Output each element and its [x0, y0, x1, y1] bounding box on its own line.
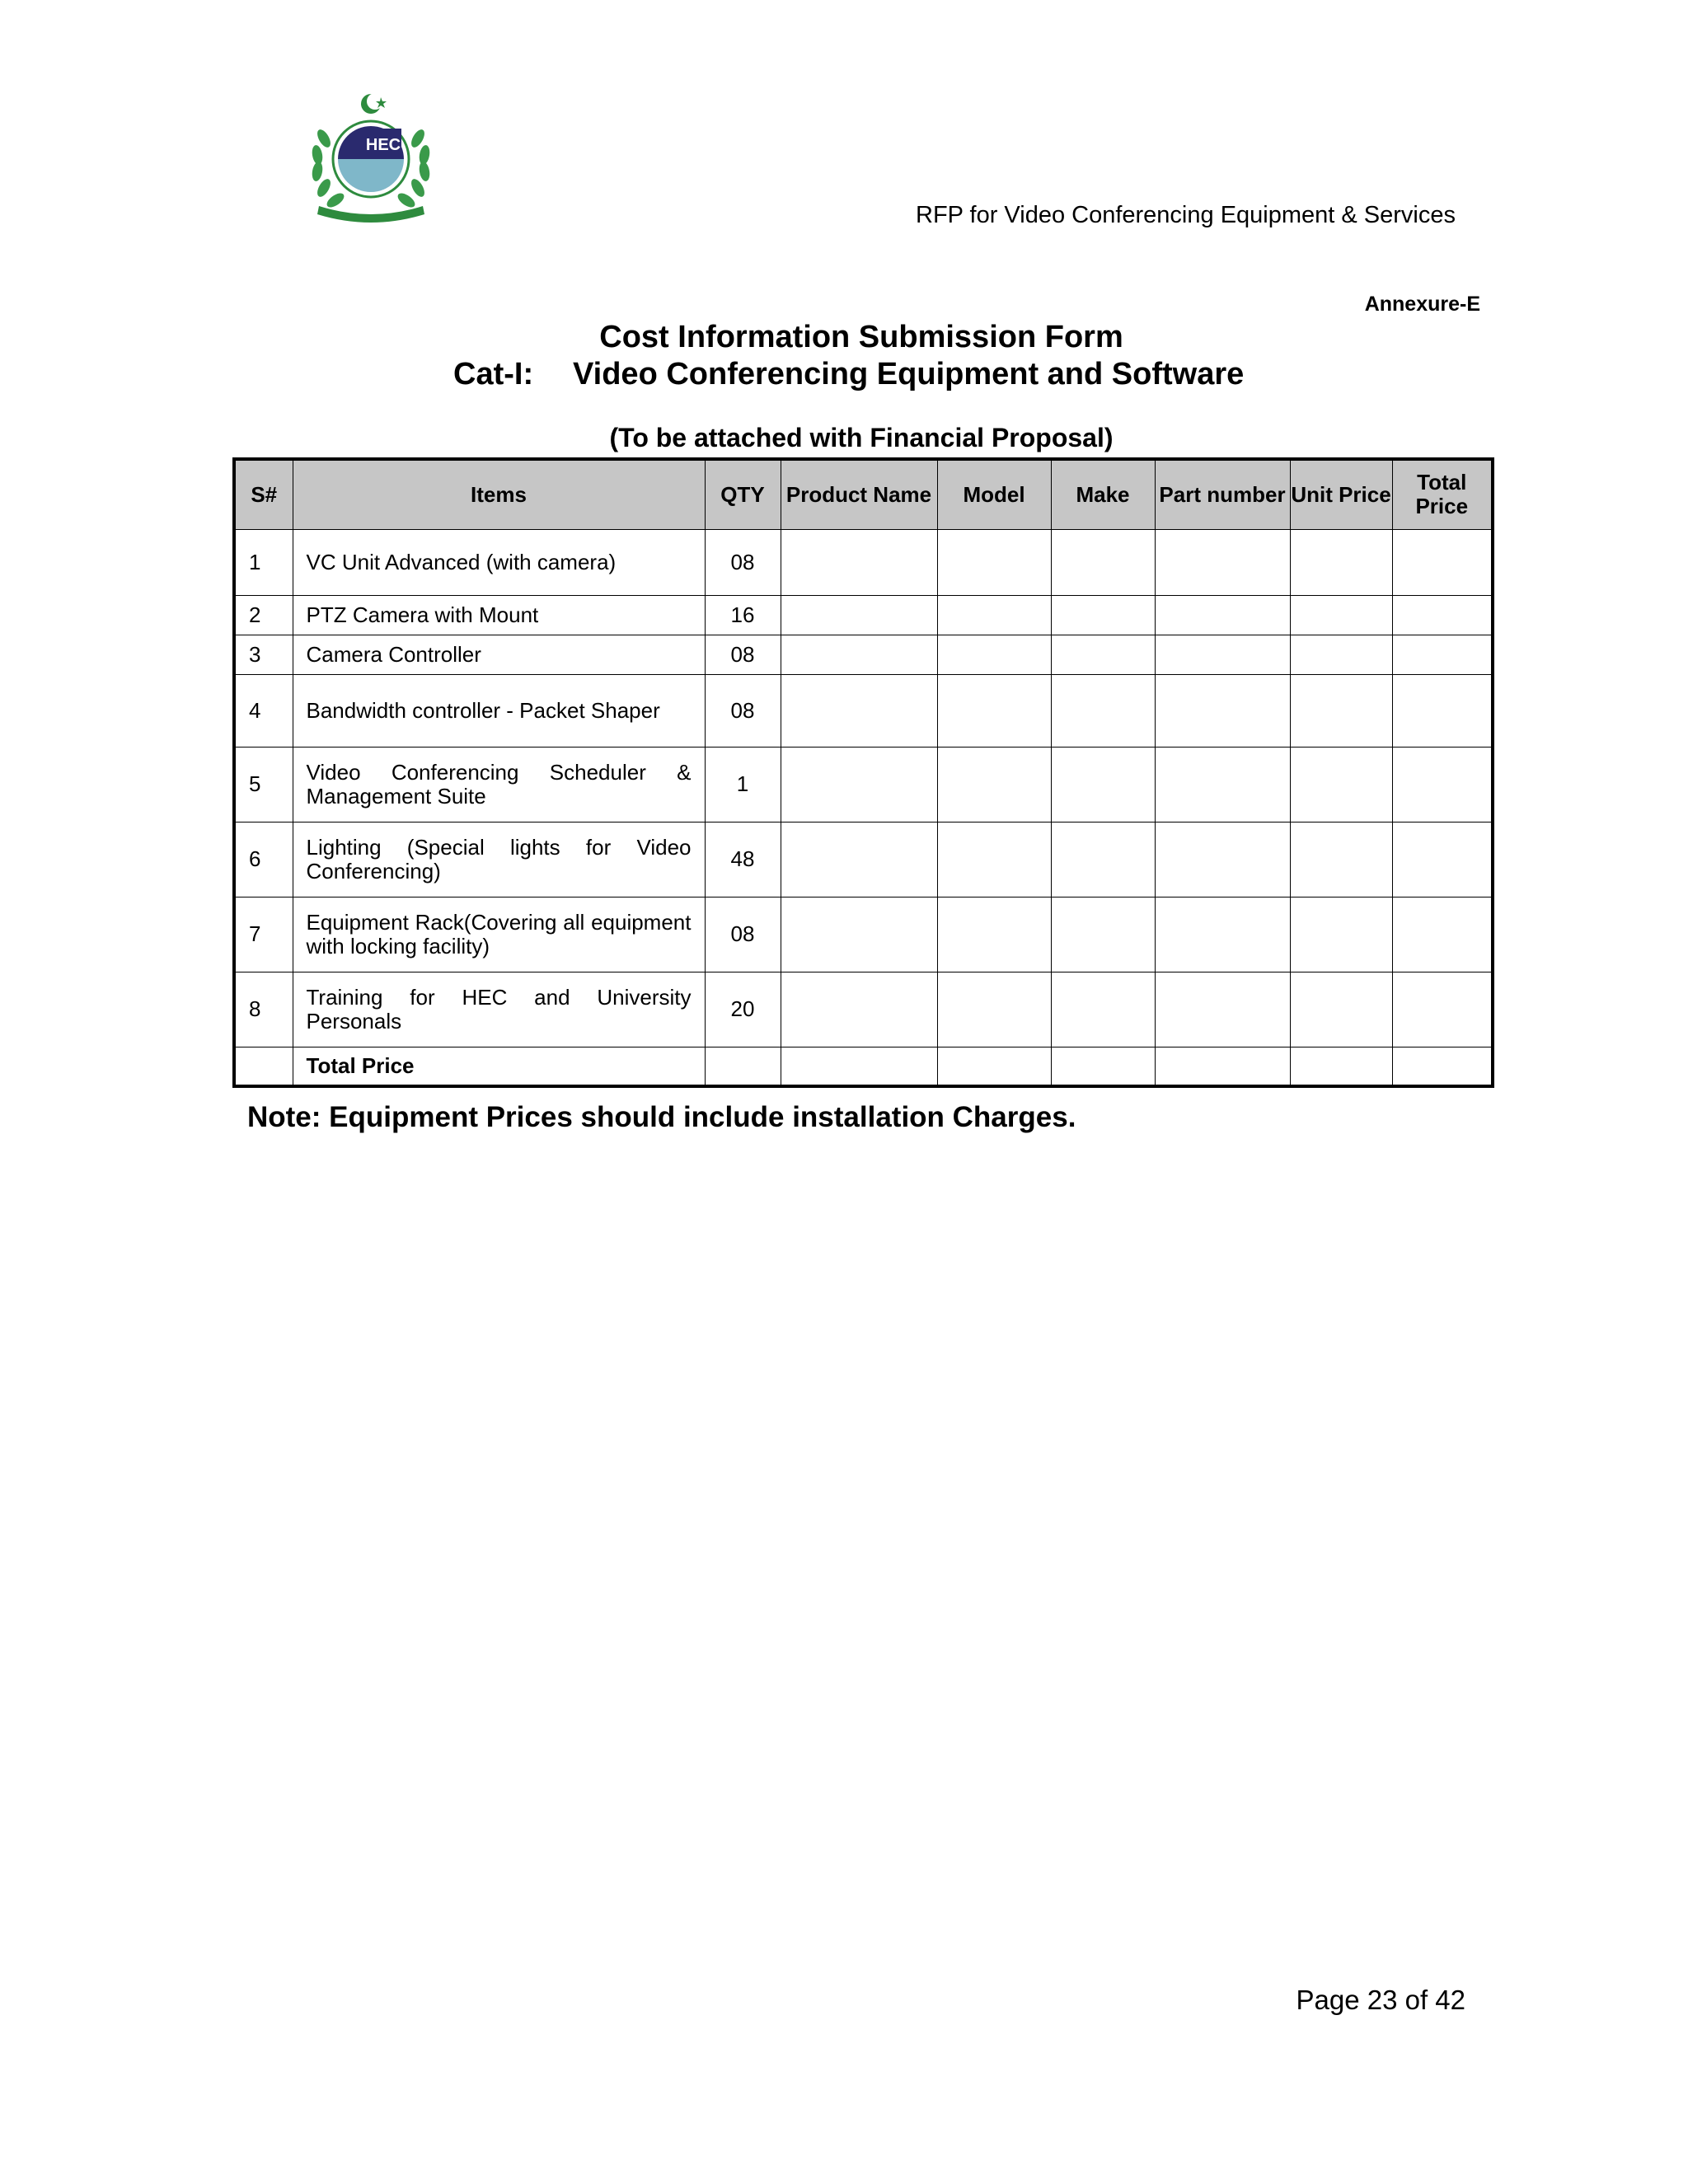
table-header-row [234, 459, 1493, 529]
total-price-cell[interactable] [1392, 822, 1493, 897]
total-model-cell[interactable] [937, 1047, 1051, 1086]
logo-text: HEC [365, 136, 401, 154]
unit-price-cell[interactable] [1290, 595, 1392, 635]
header-model: Model [937, 459, 1051, 529]
cost-table [232, 457, 1494, 1088]
product-name-cell[interactable] [781, 822, 937, 897]
model-cell[interactable] [937, 972, 1051, 1047]
model-cell[interactable] [937, 529, 1051, 595]
form-subtitle: (To be attached with Financial Proposal) [609, 423, 1114, 452]
model-cell[interactable] [937, 822, 1051, 897]
table-row [234, 529, 1493, 595]
row-item: Equipment Rack(Covering all equipment with locking facility) [293, 897, 705, 972]
row-qty: 08 [705, 897, 781, 972]
row-qty: 1 [705, 747, 781, 822]
total-qty-cell[interactable] [705, 1047, 781, 1086]
total-price-cell[interactable] [1392, 674, 1493, 747]
make-cell[interactable] [1051, 595, 1155, 635]
row-sn: 6 [234, 822, 293, 897]
total-product-name-cell[interactable] [781, 1047, 937, 1086]
total-price-cell[interactable] [1392, 595, 1493, 635]
part-number-cell[interactable] [1155, 897, 1290, 972]
make-cell[interactable] [1051, 529, 1155, 595]
unit-price-cell[interactable] [1290, 529, 1392, 595]
total-price-cell[interactable] [1392, 972, 1493, 1047]
total-price-cell[interactable] [1392, 635, 1493, 674]
total-price-row [234, 1047, 1493, 1086]
product-name-cell[interactable] [781, 747, 937, 822]
make-cell[interactable] [1051, 635, 1155, 674]
header-make: Make [1051, 459, 1155, 529]
form-title: Cost Information Submission Form [599, 320, 1123, 354]
document-header-title: RFP for Video Conferencing Equipment & Services [916, 202, 1456, 228]
header-qty: QTY [705, 459, 781, 529]
row-item: Camera Controller [293, 635, 705, 674]
make-cell[interactable] [1051, 747, 1155, 822]
total-make-cell[interactable] [1051, 1047, 1155, 1086]
product-name-cell[interactable] [781, 674, 937, 747]
row-item: Training for HEC and University Personals [293, 972, 705, 1047]
header-total-price: Total Price [1392, 459, 1493, 529]
category-title [453, 357, 1244, 392]
row-sn: 5 [234, 747, 293, 822]
product-name-cell[interactable] [781, 972, 937, 1047]
model-cell[interactable] [937, 747, 1051, 822]
category-label: Cat-I: [453, 357, 534, 391]
total-price-cell[interactable] [1392, 529, 1493, 595]
row-qty: 08 [705, 529, 781, 595]
table-row [234, 635, 1493, 674]
unit-price-cell[interactable] [1290, 972, 1392, 1047]
total-price-cell[interactable] [1392, 897, 1493, 972]
row-sn: 4 [234, 674, 293, 747]
part-number-cell[interactable] [1155, 972, 1290, 1047]
total-part-number-cell[interactable] [1155, 1047, 1290, 1086]
table-row [234, 674, 1493, 747]
part-number-cell[interactable] [1155, 747, 1290, 822]
row-item: PTZ Camera with Mount [293, 595, 705, 635]
header-sn: S# [234, 459, 293, 529]
part-number-cell[interactable] [1155, 529, 1290, 595]
row-sn: 2 [234, 595, 293, 635]
row-item: VC Unit Advanced (with camera) [293, 529, 705, 595]
note-text: Note: Equipment Prices should include installation Charges. [247, 1101, 1076, 1133]
header-items: Items [293, 459, 705, 529]
model-cell[interactable] [937, 595, 1051, 635]
unit-price-cell[interactable] [1290, 897, 1392, 972]
annexure-label: Annexure-E [1364, 293, 1480, 316]
row-item: Bandwidth controller - Packet Shaper [293, 674, 705, 747]
make-cell[interactable] [1051, 972, 1155, 1047]
product-name-cell[interactable] [781, 529, 937, 595]
unit-price-cell[interactable] [1290, 635, 1392, 674]
row-sn: 3 [234, 635, 293, 674]
unit-price-cell[interactable] [1290, 747, 1392, 822]
model-cell[interactable] [937, 635, 1051, 674]
row-qty: 08 [705, 674, 781, 747]
model-cell[interactable] [937, 897, 1051, 972]
row-qty: 08 [705, 635, 781, 674]
row-item: Video Conferencing Scheduler & Management Suite [293, 747, 705, 822]
header-part-number: Part number [1155, 459, 1290, 529]
row-qty: 20 [705, 972, 781, 1047]
part-number-cell[interactable] [1155, 595, 1290, 635]
table-row [234, 747, 1493, 822]
make-cell[interactable] [1051, 897, 1155, 972]
row-qty: 48 [705, 822, 781, 897]
make-cell[interactable] [1051, 674, 1155, 747]
hec-logo-emblem [301, 89, 441, 229]
part-number-cell[interactable] [1155, 635, 1290, 674]
unit-price-cell[interactable] [1290, 822, 1392, 897]
row-sn: 1 [234, 529, 293, 595]
product-name-cell[interactable] [781, 595, 937, 635]
total-row-sn [234, 1047, 293, 1086]
table-row [234, 972, 1493, 1047]
category-name: Video Conferencing Equipment and Software [573, 357, 1245, 391]
unit-price-cell[interactable] [1290, 674, 1392, 747]
model-cell[interactable] [937, 674, 1051, 747]
header-product-name: Product Name [781, 459, 937, 529]
table-row [234, 595, 1493, 635]
row-qty: 16 [705, 595, 781, 635]
total-price-cell[interactable] [1392, 747, 1493, 822]
table-row [234, 822, 1493, 897]
total-unit-price-cell[interactable] [1290, 1047, 1392, 1086]
part-number-cell[interactable] [1155, 822, 1290, 897]
row-item: Lighting (Special lights for Video Conferencing) [293, 822, 705, 897]
row-sn: 8 [234, 972, 293, 1047]
total-price-label: Total Price [293, 1047, 705, 1086]
make-cell[interactable] [1051, 822, 1155, 897]
product-name-cell[interactable] [781, 897, 937, 972]
product-name-cell[interactable] [781, 635, 937, 674]
grand-total-cell[interactable] [1392, 1047, 1493, 1086]
part-number-cell[interactable] [1155, 674, 1290, 747]
header-unit-price: Unit Price [1290, 459, 1392, 529]
page-number: Page 23 of 42 [1296, 1985, 1465, 2015]
table-row [234, 897, 1493, 972]
row-sn: 7 [234, 897, 293, 972]
